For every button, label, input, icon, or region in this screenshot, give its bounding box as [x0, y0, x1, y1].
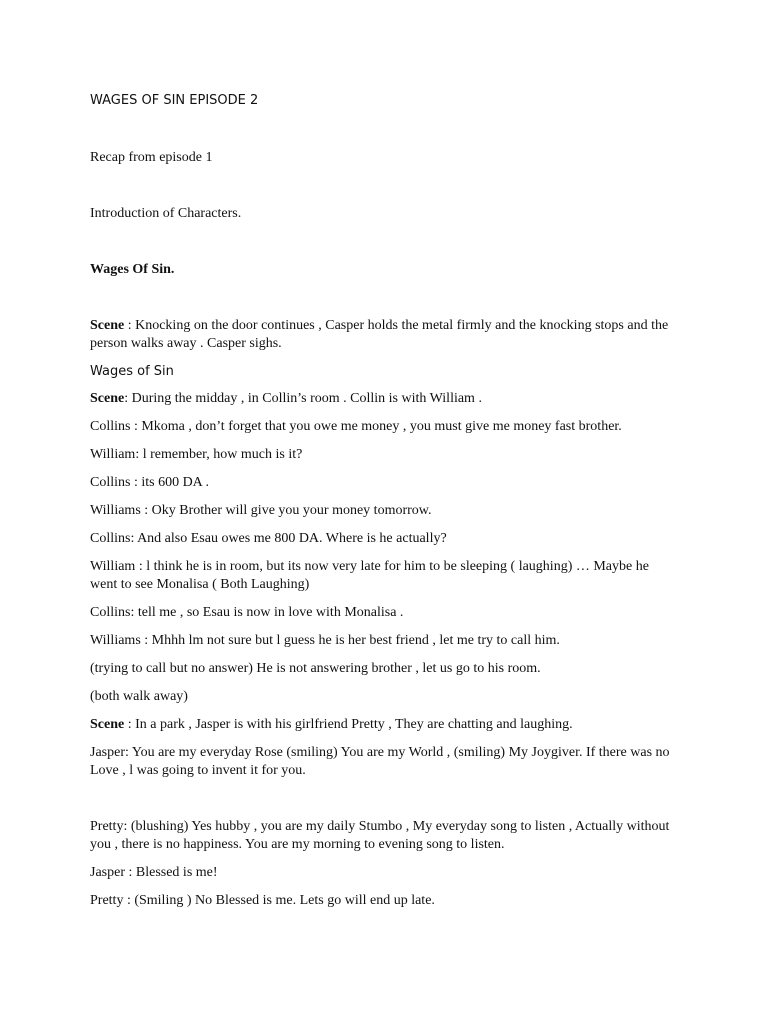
scene-text: : During the midday , in Collin’s room . Collin is with William . [124, 391, 482, 406]
scene-text: : Knocking on the door continues , Casper holds the metal firmly and the knocking stops and the person walks away . Casper sighs. [90, 318, 669, 351]
section-title: Wages Of Sin. [90, 262, 175, 277]
dialogue-line: William: l remember, how much is it? [90, 447, 303, 462]
dialogue-line: Jasper: You are my everyday Rose (smiling) You are my World , (smiling) My Joygiver. If there was no Love , l was going to invent it for you. [90, 745, 670, 778]
recap-line: Recap from episode 1 [90, 150, 213, 165]
dialogue-line: Pretty: (blushing) Yes hubby , you are my daily Stumbo , My everyday song to listen , Actually without you , there is no happiness. You are my morning to evening song to listen. [90, 819, 670, 852]
dialogue-line: Williams : Oky Brother will give you your money tomorrow. [90, 503, 432, 518]
dialogue-line: Collins: And also Esau owes me 800 DA. Where is he actually? [90, 531, 447, 546]
scene-label: Scene [90, 391, 125, 406]
dialogue-line: Williams : Mhhh lm not sure but l guess he is her best friend , let me try to call him. [90, 633, 560, 648]
dialogue-line: Pretty : (Smiling ) No Blessed is me. Lets go will end up late. [90, 893, 435, 908]
dialogue-line: Collins : Mkoma , don’t forget that you owe me money , you must give me money fast brother. [90, 419, 622, 434]
document-body [90, 92, 678, 920]
scene-paragraph-2 [90, 390, 678, 408]
introduction-line: Introduction of Characters. [90, 206, 242, 221]
subheading: Wages of Sin [90, 364, 174, 379]
dialogue-line: Jasper : Blessed is me! [90, 865, 218, 880]
scene-text: : In a park , Jasper is with his girlfriend Pretty , They are chatting and laughing. [124, 717, 573, 732]
document-title: WAGES OF SIN EPISODE 2 [90, 93, 259, 108]
dialogue-line: William : l think he is in room, but its now very late for him to be sleeping ( laughing) … Maybe he went to see Monalisa ( Both Laughing) [90, 559, 649, 592]
dialogue-line: (both walk away) [90, 689, 188, 704]
scene-paragraph-1 [90, 317, 678, 353]
scene-label: Scene [90, 717, 125, 732]
dialogue-line: (trying to call but no answer) He is not answering brother , let us go to his room. [90, 661, 541, 676]
scene-label: Scene [90, 318, 125, 333]
scene-paragraph-3 [90, 716, 678, 734]
dialogue-line: Collins: tell me , so Esau is now in love with Monalisa . [90, 605, 404, 620]
dialogue-line: Collins : its 600 DA . [90, 475, 210, 490]
